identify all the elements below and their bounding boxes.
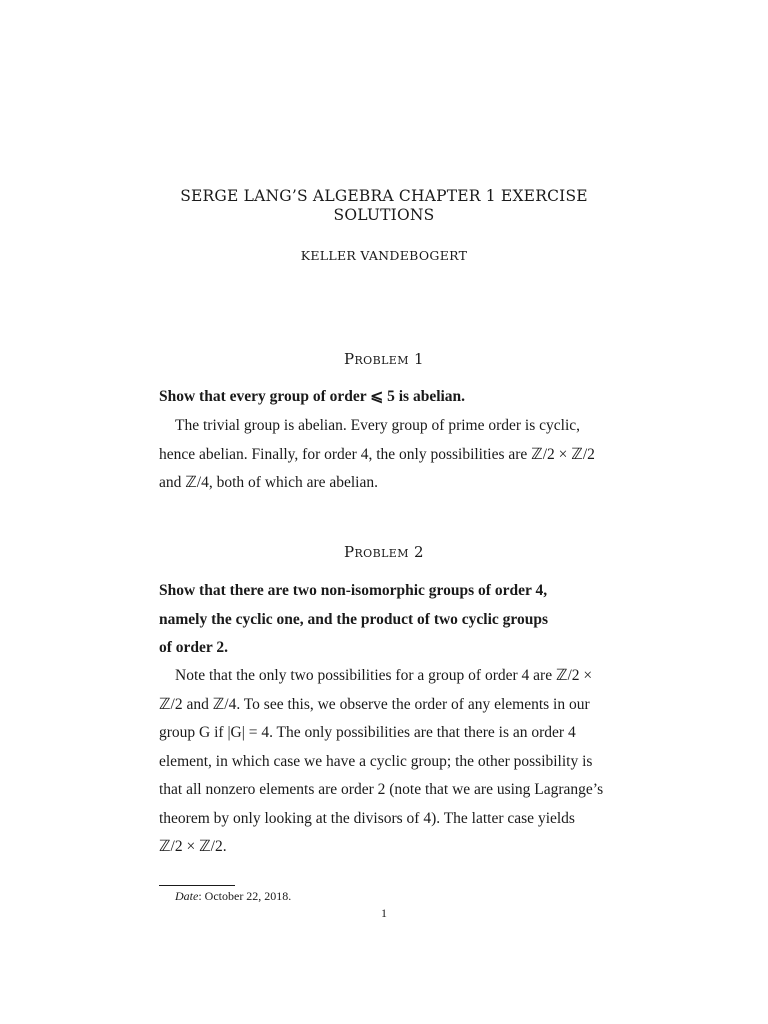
footnote-text: : October 22, 2018. xyxy=(198,889,292,903)
paper-title-line-2: SOLUTIONS xyxy=(333,206,435,224)
solution-line: ℤ/2 and ℤ/4. To see this, we observe the order of any elements in our xyxy=(159,695,590,713)
solution-line: Note that the only two possibilities for a group of order 4 are ℤ/2 × xyxy=(175,667,593,684)
solution-line: hence abelian. Finally, for order 4, the only possibilities are ℤ/2 × ℤ/2 xyxy=(159,445,595,463)
problem-1-solution xyxy=(159,412,609,498)
problem-1-statement-text: Show that every group of order ⩽ 5 is abelian. xyxy=(159,388,466,405)
statement-line: namely the cyclic one, and the product of two cyclic groups xyxy=(159,610,549,628)
statement-line: of order 2. xyxy=(159,639,229,656)
footnote-rule xyxy=(159,885,235,886)
footnote xyxy=(175,889,291,904)
solution-line: theorem by only looking at the divisors of 4). The latter case yields xyxy=(159,809,575,827)
statement-line: Show that there are two non-isomorphic groups of order 4, xyxy=(159,582,548,599)
problem-1-statement xyxy=(159,383,609,412)
footnote-label: Date xyxy=(175,889,199,903)
paper-title xyxy=(0,187,768,225)
solution-line: that all nonzero elements are order 2 (note that we are using Lagrange’s xyxy=(159,781,604,798)
solution-line: and ℤ/4, both of which are abelian. xyxy=(159,474,378,491)
solution-line: element, in which case we have a cyclic group; the other possibility is xyxy=(159,752,593,770)
paper-title-line-1: SERGE LANG’S ALGEBRA CHAPTER 1 EXERCISE xyxy=(180,187,588,205)
problem-1-heading: Problem 1 xyxy=(344,350,424,368)
problem-2-solution xyxy=(159,662,609,862)
solution-line: group G if |G| = 4. The only possibilities are that there is an order 4 xyxy=(159,724,576,741)
problem-2-heading: Problem 2 xyxy=(344,543,424,561)
solution-line: The trivial group is abelian. Every group of prime order is cyclic, xyxy=(175,417,581,434)
page-number: 1 xyxy=(381,906,387,920)
problem-2-statement xyxy=(159,577,609,663)
author-name: KELLER VANDEBOGERT xyxy=(300,248,468,263)
solution-line: ℤ/2 × ℤ/2. xyxy=(159,838,227,855)
